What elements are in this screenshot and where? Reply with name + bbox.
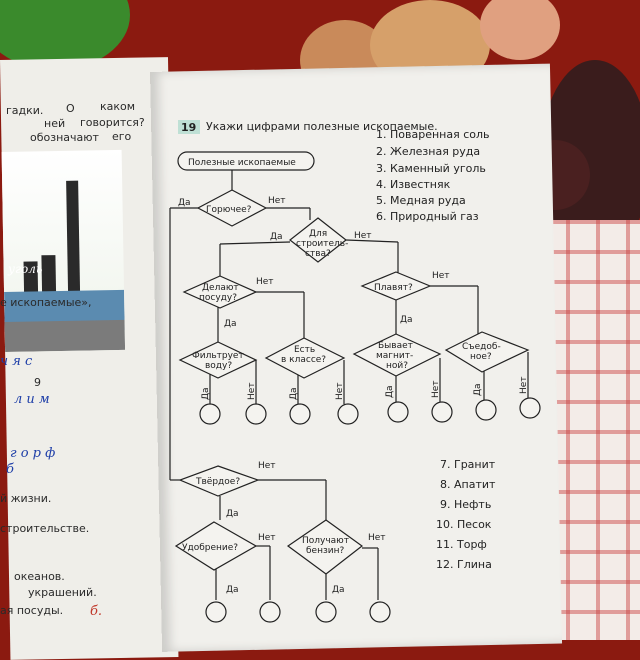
plavyat-label: Плавят? <box>374 283 413 293</box>
left-text-line: каком <box>100 100 136 113</box>
dlya-label: ства? <box>305 249 331 259</box>
yes-label: Да <box>332 585 345 595</box>
filtruet-label: Фильтрует <box>192 351 244 361</box>
yes-label: Да <box>270 232 283 242</box>
no-label: Нет <box>519 376 529 394</box>
no-label: Нет <box>258 533 276 543</box>
gorjuchee-label: Горючее? <box>206 205 252 215</box>
tverdoe-label: Твёрдое? <box>196 477 241 487</box>
handwritten-answer: б. <box>90 604 103 619</box>
mineral-list-item: 1. Поваренная соль <box>376 128 490 141</box>
left-text-line: украшений. <box>28 586 97 599</box>
task-number: 19 <box>181 121 197 134</box>
sedob-label: Съедоб- <box>462 342 501 352</box>
left-text-line: О <box>66 102 75 115</box>
handwritten-answer: уголь <box>8 262 43 276</box>
left-text-line: ней <box>44 117 66 130</box>
delayut-label: посуду? <box>199 293 237 303</box>
mineral-list-item: 10. Песок <box>436 518 492 531</box>
handwritten-answer: ч я с <box>0 354 33 369</box>
byvaet-label: Бывает <box>378 341 413 351</box>
byvaet-label: ной? <box>386 361 409 371</box>
udobrenie-label: Удобрение? <box>182 543 239 553</box>
no-label: Нет <box>268 196 286 206</box>
answer-circle <box>388 402 408 422</box>
no-label: Нет <box>368 533 386 543</box>
mineral-list-item: 3. Каменный уголь <box>376 162 486 175</box>
mineral-list-item: 7. Гранит <box>440 458 496 471</box>
mineral-list-item: 11. Торф <box>436 538 487 551</box>
no-label: Нет <box>258 461 276 471</box>
handwritten-answer: л и м <box>14 392 50 407</box>
no-label: Нет <box>335 382 345 400</box>
dlya-label: Для <box>309 229 328 239</box>
left-text-line: говорится? <box>80 116 145 129</box>
task-text: Укажи цифрами полезные ископаемые. <box>206 120 438 133</box>
mineral-list-item: 12. Глина <box>436 558 492 571</box>
answer-circle <box>316 602 336 622</box>
answer-circle <box>520 398 540 418</box>
left-text-line: его <box>112 130 132 143</box>
delayut-label: Делают <box>202 283 239 293</box>
est-label: в классе? <box>281 355 327 365</box>
left-text-line: й жизни. <box>0 492 52 505</box>
answer-circle <box>246 404 266 424</box>
yes-label: Да <box>226 585 239 595</box>
answer-circle <box>476 400 496 420</box>
answer-circle <box>200 404 220 424</box>
left-text-line: океанов. <box>14 570 65 583</box>
yes-label: Да <box>226 509 239 519</box>
filtruet-label: воду? <box>205 361 233 371</box>
est-label: Есть <box>294 345 316 355</box>
yes-label: Да <box>400 315 413 325</box>
root-label: Полезные ископаемые <box>188 158 296 168</box>
mineral-list-item: 2. Железная руда <box>376 145 481 158</box>
yes-label: Да <box>289 387 299 400</box>
handwritten-answer: г о р ф <box>10 446 56 461</box>
left-text-line: ая посуды. <box>0 604 64 617</box>
yes-label: Да <box>201 387 211 400</box>
no-label: Нет <box>256 277 274 287</box>
answer-circle <box>260 602 280 622</box>
yes-label: Да <box>224 319 237 329</box>
no-label: Нет <box>247 382 257 400</box>
mineral-list-item: 6. Природный газ <box>376 210 479 223</box>
left-text-line: обозначают <box>30 131 99 144</box>
sedob-label: ное? <box>470 352 492 362</box>
poluchayut-label: бензин? <box>306 546 345 556</box>
answer-circle <box>206 602 226 622</box>
mineral-list-item: 4. Известняк <box>376 178 451 191</box>
yes-label: Да <box>178 198 191 208</box>
dlya-label: строитель- <box>296 239 349 249</box>
left-text-line: гадки. <box>6 104 44 117</box>
mineral-list-item: 8. Апатит <box>440 478 496 491</box>
answer-circle <box>338 404 358 424</box>
no-label: Нет <box>432 271 450 281</box>
answer-circle <box>370 602 390 622</box>
answer-circle <box>290 404 310 424</box>
left-text-line: е ископаемые», <box>0 296 92 309</box>
byvaet-label: магнит- <box>376 351 414 361</box>
no-label: Нет <box>354 231 372 241</box>
mineral-list-item: 9. Нефть <box>440 498 492 511</box>
left-text-line: 9 <box>34 376 41 389</box>
mineral-list-item: 5. Медная руда <box>376 194 466 207</box>
poluchayut-label: Получают <box>302 536 350 546</box>
left-text-line: строительстве. <box>0 522 90 535</box>
no-label: Нет <box>431 380 441 398</box>
handwritten-answer: б <box>6 462 14 477</box>
yes-label: Да <box>385 385 395 398</box>
yes-label: Да <box>473 383 483 396</box>
answer-circle <box>432 402 452 422</box>
